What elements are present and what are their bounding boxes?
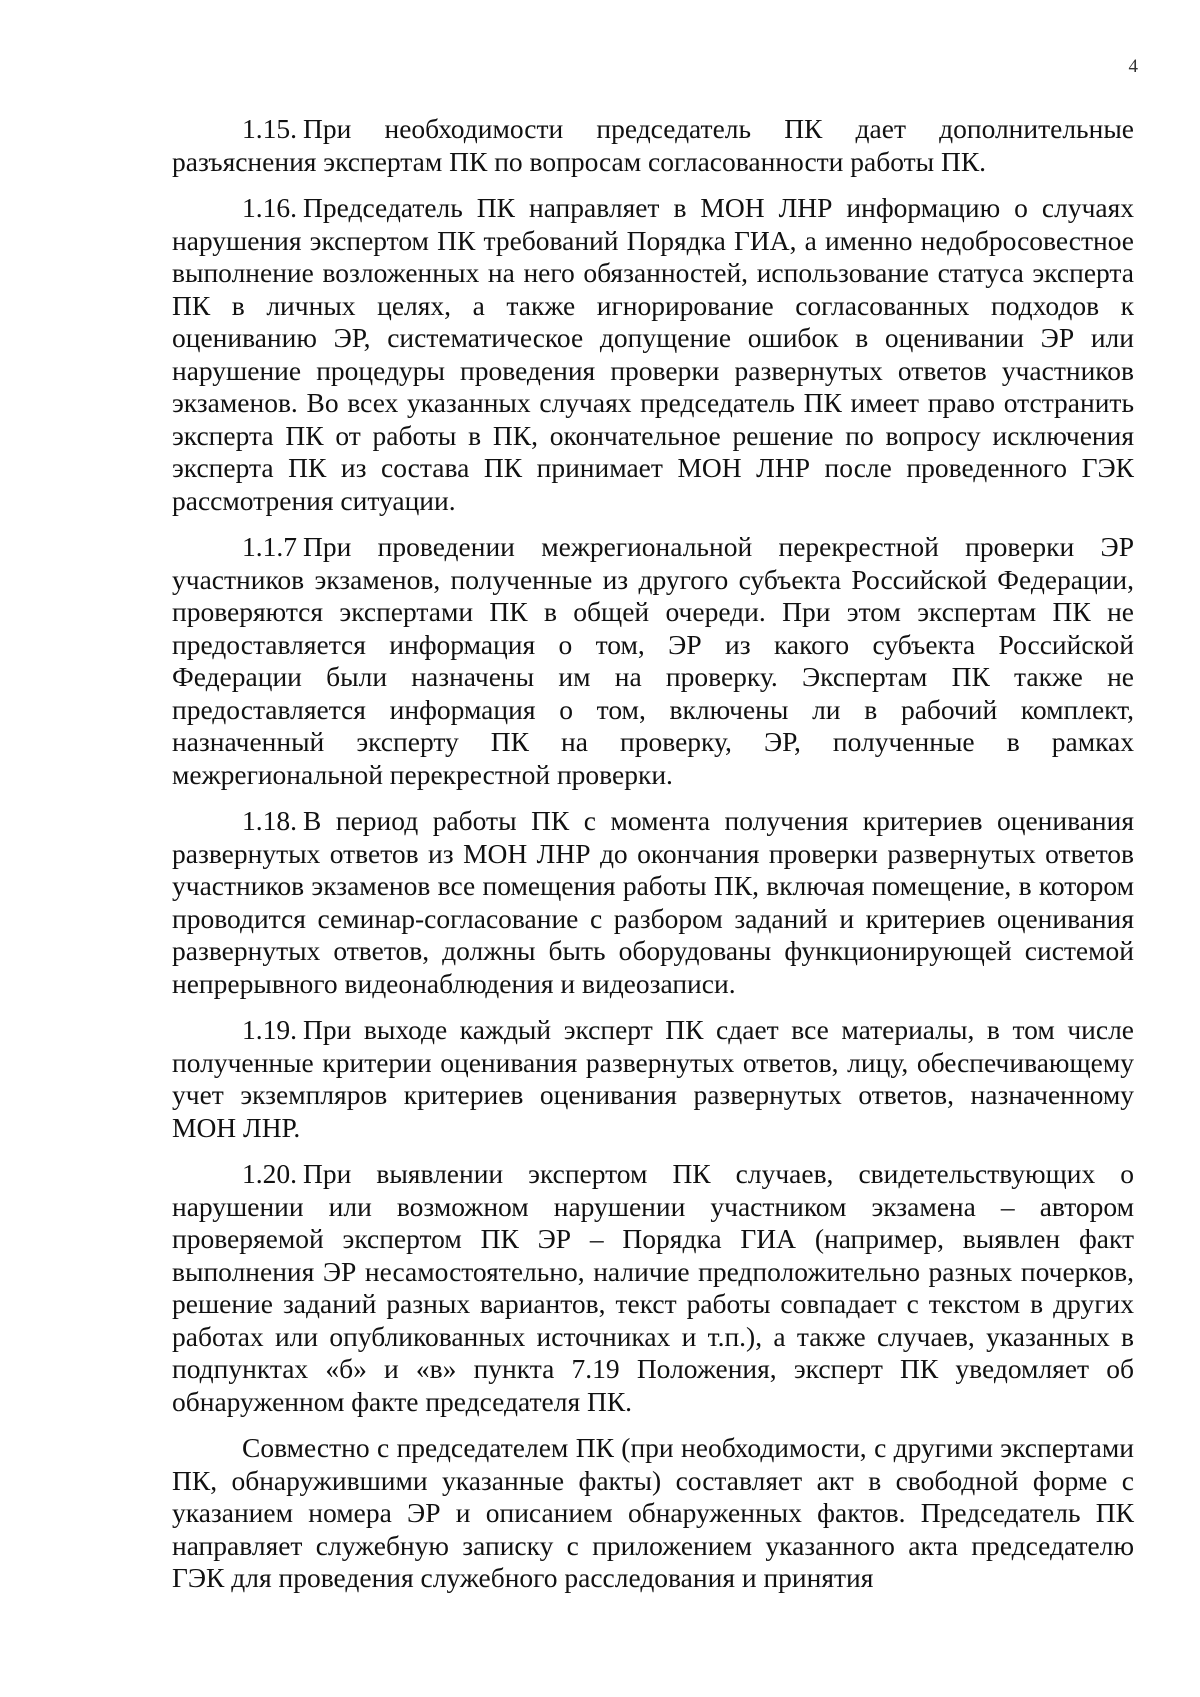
- paragraph-1-20: [172, 1158, 1134, 1418]
- paragraph-number: 1.19.: [242, 1014, 297, 1045]
- paragraph-text: При выявлении экспертом ПК случаев, свидетельствующих о нарушении или возможном нарушении участником экзамена – автором проверяемой экспертом ПК ЭР – Порядка ГИА (например, выявлен факт выполнения ЭР несамостоятельно, наличие предположительно разных почерков, решение заданий разных вариантов, текст работы совпадает с текстом в других работах или опубликованных источниках и т.п.), а также случаев, указанных в подпунктах «б» и «в» пункта 7.19 Положения, эксперт ПК уведомляет об обнаруженном факте председателя ПК.: [172, 1158, 1134, 1417]
- paragraph-text: При проведении межрегиональной перекрестной проверки ЭР участников экзаменов, полученные из другого субъекта Российской Федерации, проверяются экспертами ПК в общей очереди. При этом экспертам ПК не предоставляется информация о том, ЭР из какого субъекта Российской Федерации были назначены им на проверку. Экспертам ПК также не предоставляется информация о том, включены ли в рабочий комплект, назначенный эксперту ПК на проверку, ЭР, полученные в рамках межрегиональной перекрестной проверки.: [172, 531, 1134, 790]
- paragraph-text: При необходимости председатель ПК дает дополнительные разъяснения экспертам ПК по вопросам согласованности работы ПК.: [172, 113, 1134, 177]
- paragraph-text: В период работы ПК с момента получения критериев оценивания развернутых ответов из МОН ЛНР до окончания проверки развернутых ответов участников экзаменов все помещения работы ПК, включая помещение, в котором проводится семинар-согласование с разбором заданий и критериев оценивания развернутых ответов, должны быть оборудованы функционирующей системой непрерывного видеонаблюдения и видеозаписи.: [172, 805, 1134, 999]
- paragraph-number: 1.20.: [242, 1158, 297, 1189]
- document-body: [172, 113, 1134, 1609]
- paragraph-1-15: [172, 113, 1134, 178]
- paragraph-number: 1.1.7: [242, 531, 297, 562]
- paragraph-number: 1.16.: [242, 192, 297, 223]
- paragraph-text: При выходе каждый эксперт ПК сдает все материалы, в том числе полученные критерии оценивания развернутых ответов, лицу, обеспечивающему учет экземпляров критериев оценивания развернутых ответов, назначенному МОН ЛНР.: [172, 1014, 1134, 1143]
- paragraph-text: Председатель ПК направляет в МОН ЛНР информацию о случаях нарушения экспертом ПК требований Порядка ГИА, а именно недобросовестное выполнение возложенных на него обязанностей, использование статуса эксперта ПК в личных целях, а также игнорирование согласованных подходов к оцениванию ЭР, систематическое допущение ошибок в оценивании ЭР или нарушение процедуры проведения проверки развернутых ответов участников экзаменов. Во всех указанных случаях председатель ПК имеет право отстранить эксперта ПК от работы в ПК, окончательное решение по вопросу исключения эксперта ПК из состава ПК принимает МОН ЛНР после проведенного ГЭК рассмотрения ситуации.: [172, 192, 1134, 516]
- paragraph-continuation: [172, 1432, 1134, 1595]
- paragraph-number: 1.15.: [242, 113, 297, 144]
- paragraph-text: Совместно с председателем ПК (при необходимости, с другими экспертами ПК, обнаружившими указанные факты) составляет акт в свободной форме с указанием номера ЭР и описанием обнаруженных фактов. Председатель ПК направляет служебную записку с приложением указанного акта председателю ГЭК для проведения служебного расследования и принятия: [172, 1432, 1134, 1593]
- page-number: 4: [1128, 56, 1138, 77]
- paragraph-1-19: [172, 1014, 1134, 1144]
- paragraph-1-17: [172, 531, 1134, 791]
- paragraph-1-18: [172, 805, 1134, 1000]
- paragraph-number: 1.18.: [242, 805, 297, 836]
- paragraph-1-16: [172, 192, 1134, 517]
